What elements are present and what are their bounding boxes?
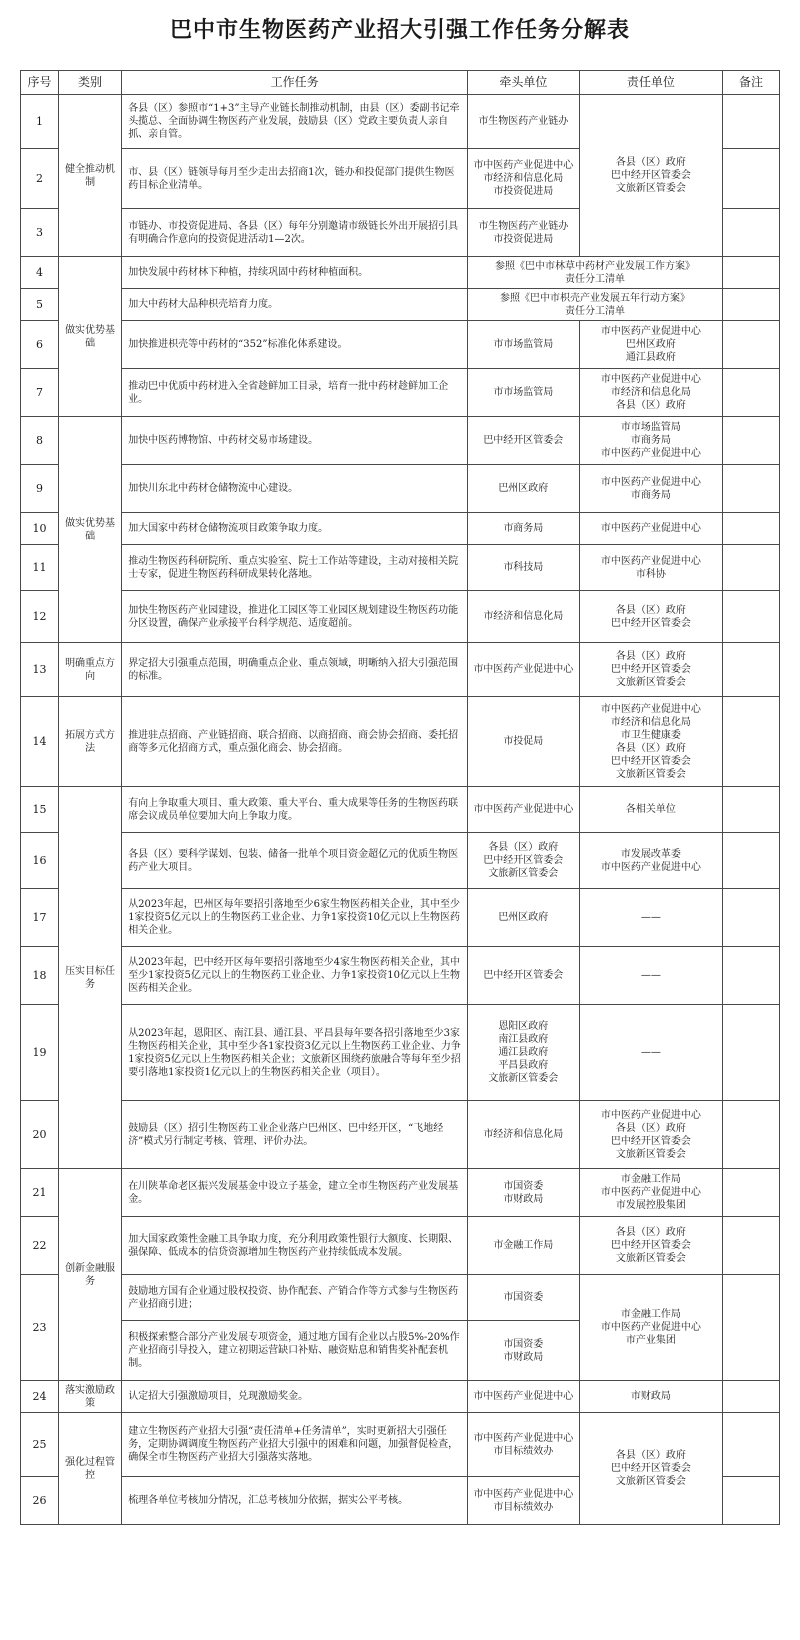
resp-unit-cell: 各县（区）政府 巴中经开区管委会 bbox=[579, 591, 722, 643]
category-cell: 落实激励政策 bbox=[58, 1381, 121, 1413]
table-row bbox=[21, 257, 780, 289]
header-category: 类别 bbox=[58, 71, 121, 95]
task-cell: 从2023年起，恩阳区、南江县、通江县、平昌县每年要各招引落地至少3家生物医药相关企业，其中至少各1家投资3亿元以上生物医药工业企业、力争1家投资5亿元以上生物医药相关企业；文旅新区围绕药旅融合等每年至少招要引落地1家投资1亿元以上的生物医药相关企业（项目）。 bbox=[122, 1005, 468, 1101]
table-row bbox=[21, 289, 780, 321]
lead-unit-cell: 市商务局 bbox=[467, 513, 579, 545]
task-cell: 市链办、市投资促进局、各县（区）每年分别邀请市级链长外出开展招引具有明确合作意向的投资促进活动1—2次。 bbox=[122, 209, 468, 257]
task-cell: 加大国家中药材仓储物流项目政策争取力度。 bbox=[122, 513, 468, 545]
row-number: 23 bbox=[21, 1275, 59, 1381]
resp-unit-cell: 各县（区）政府 巴中经开区管委会 文旅新区管委会 bbox=[579, 95, 722, 257]
category-cell: 做实优势基础 bbox=[58, 417, 121, 643]
note-cell bbox=[723, 545, 780, 591]
lead-unit-cell: 市中医药产业促进中心 bbox=[467, 643, 579, 697]
task-cell: 鼓励地方国有企业通过股权投资、协作配套、产销合作等方式参与生物医药产业招商引进； bbox=[122, 1275, 468, 1321]
task-cell: 认定招大引强激励项目，兑现激励奖金。 bbox=[122, 1381, 468, 1413]
lead-unit-cell: 市经济和信息化局 bbox=[467, 591, 579, 643]
header-task: 工作任务 bbox=[122, 71, 468, 95]
table-row bbox=[21, 643, 780, 697]
task-cell: 有向上争取重大项目、重大政策、重大平台、重大成果等任务的生物医药联席会议成员单位要加大向上争取力度。 bbox=[122, 787, 468, 833]
row-number: 25 bbox=[21, 1413, 59, 1477]
task-table bbox=[20, 70, 780, 1525]
task-cell: 从2023年起，巴中经开区每年要招引落地至少4家生物医药相关企业，其中至少1家投资5亿元以上的生物医药工业企业、力争1家投资10亿元以上生物医药相关企业。 bbox=[122, 947, 468, 1005]
table-row bbox=[21, 947, 780, 1005]
row-number: 10 bbox=[21, 513, 59, 545]
resp-unit-cell: 市发展改革委 市中医药产业促进中心 bbox=[579, 833, 722, 889]
lead-unit-cell: 市生物医药产业链办 市投资促进局 bbox=[467, 209, 579, 257]
table-row bbox=[21, 833, 780, 889]
lead-unit-cell: 市市场监管局 bbox=[467, 369, 579, 417]
row-number: 4 bbox=[21, 257, 59, 289]
task-cell: 各县（区）要科学谋划、包装、储备一批单个项目资金超亿元的优质生物医药产业大项目。 bbox=[122, 833, 468, 889]
lead-unit-cell: 巴中经开区管委会 bbox=[467, 947, 579, 1005]
resp-unit-cell: —— bbox=[579, 889, 722, 947]
lead-unit-cell: 各县（区）政府 巴中经开区管委会 文旅新区管委会 bbox=[467, 833, 579, 889]
task-cell: 推进驻点招商、产业链招商、联合招商、以商招商、商会协会招商、委托招商等多元化招商方式，重点强化商会、协会招商。 bbox=[122, 697, 468, 787]
resp-unit-cell: 市中医药产业促进中心 巴州区政府 通江县政府 bbox=[579, 321, 722, 369]
resp-unit-cell: —— bbox=[579, 1005, 722, 1101]
task-cell: 推动巴中优质中药材进入全省趁鲜加工目录，培育一批中药材趁鲜加工企业。 bbox=[122, 369, 468, 417]
note-cell bbox=[723, 947, 780, 1005]
table-row bbox=[21, 417, 780, 465]
lead-unit-cell: 市投促局 bbox=[467, 697, 579, 787]
lead-unit-cell: 市中医药产业促进中心 市目标绩效办 bbox=[467, 1413, 579, 1477]
note-cell bbox=[723, 149, 780, 209]
task-cell: 在川陕革命老区振兴发展基金中设立子基金，建立全市生物医药产业发展基金。 bbox=[122, 1169, 468, 1217]
task-cell: 建立生物医药产业招大引强“责任清单+任务清单”，实时更新招大引强任务，定期协调调度生物医药产业招大引强中的困难和问题，加强督促检查，确保全市生物医药产业招大引强落实落地。 bbox=[122, 1413, 468, 1477]
resp-unit-cell: 各相关单位 bbox=[579, 787, 722, 833]
table-row bbox=[21, 1005, 780, 1101]
lead-unit-cell: 市经济和信息化局 bbox=[467, 1101, 579, 1169]
row-number: 5 bbox=[21, 289, 59, 321]
task-cell: 加快发展中药材林下种植，持续巩固中药材种植面积。 bbox=[122, 257, 468, 289]
lead-unit-cell: 市国资委 市财政局 bbox=[467, 1321, 579, 1381]
row-number: 21 bbox=[21, 1169, 59, 1217]
note-cell bbox=[723, 1381, 780, 1413]
note-cell bbox=[723, 513, 780, 545]
row-number: 26 bbox=[21, 1477, 59, 1525]
table-row bbox=[21, 787, 780, 833]
resp-unit-cell: 市金融工作局 市中医药产业促进中心 市发展控股集团 bbox=[579, 1169, 722, 1217]
table-row bbox=[21, 1217, 780, 1275]
resp-unit-cell: 市中医药产业促进中心 市商务局 bbox=[579, 465, 722, 513]
lead-unit-cell: 市市场监管局 bbox=[467, 321, 579, 369]
table-row bbox=[21, 369, 780, 417]
note-cell bbox=[723, 591, 780, 643]
note-cell bbox=[723, 465, 780, 513]
merged-unit-cell: 参照《巴中市枳壳产业发展五年行动方案》 责任分工清单 bbox=[467, 289, 722, 321]
category-cell: 拓展方式方法 bbox=[58, 697, 121, 787]
row-number: 7 bbox=[21, 369, 59, 417]
table-row bbox=[21, 697, 780, 787]
row-number: 9 bbox=[21, 465, 59, 513]
row-number: 11 bbox=[21, 545, 59, 591]
resp-unit-cell: 市中医药产业促进中心 市经济和信息化局 各县（区）政府 bbox=[579, 369, 722, 417]
lead-unit-cell: 市金融工作局 bbox=[467, 1217, 579, 1275]
task-cell: 积极探索整合部分产业发展专项资金，通过地方国有企业以占股5%-20%作产业招商引导投入，建立初期运营缺口补贴、融资贴息和销售奖补配套机制。 bbox=[122, 1321, 468, 1381]
task-cell: 市、县（区）链领导每月至少走出去招商1次，链办和投促部门提供生物医药目标企业清单。 bbox=[122, 149, 468, 209]
category-cell: 明确重点方向 bbox=[58, 643, 121, 697]
merged-unit-cell: 参照《巴中市林草中药材产业发展工作方案》 责任分工清单 bbox=[467, 257, 722, 289]
task-cell: 加快中医药博物馆、中药材交易市场建设。 bbox=[122, 417, 468, 465]
row-number: 12 bbox=[21, 591, 59, 643]
note-cell bbox=[723, 1169, 780, 1217]
note-cell bbox=[723, 417, 780, 465]
category-cell: 压实目标任务 bbox=[58, 787, 121, 1169]
resp-unit-cell: 市中医药产业促进中心 bbox=[579, 513, 722, 545]
lead-unit-cell: 市中医药产业促进中心 市目标绩效办 bbox=[467, 1477, 579, 1525]
task-cell: 加快川东北中药材仓储物流中心建设。 bbox=[122, 465, 468, 513]
task-cell: 推动生物医药科研院所、重点实验室、院士工作站等建设，主动对接相关院士专家，促进生物医药科研成果转化落地。 bbox=[122, 545, 468, 591]
lead-unit-cell: 市中医药产业促进中心 bbox=[467, 787, 579, 833]
note-cell bbox=[723, 95, 780, 149]
resp-unit-cell: 市市场监管局 市商务局 市中医药产业促进中心 bbox=[579, 417, 722, 465]
table-row bbox=[21, 1169, 780, 1217]
table-row bbox=[21, 889, 780, 947]
resp-unit-cell: 市财政局 bbox=[579, 1381, 722, 1413]
table-row bbox=[21, 321, 780, 369]
row-number: 8 bbox=[21, 417, 59, 465]
row-number: 24 bbox=[21, 1381, 59, 1413]
header-lead: 牵头单位 bbox=[467, 71, 579, 95]
note-cell bbox=[723, 1477, 780, 1525]
task-cell: 界定招大引强重点范围，明确重点企业、重点领域，明晰纳入招大引强范围的标准。 bbox=[122, 643, 468, 697]
note-cell bbox=[723, 289, 780, 321]
note-cell bbox=[723, 1217, 780, 1275]
resp-unit-cell: 市中医药产业促进中心 各县（区）政府 巴中经开区管委会 文旅新区管委会 bbox=[579, 1101, 722, 1169]
task-cell: 鼓励县（区）招引生物医药工业企业落户巴州区、巴中经开区，“飞地经济”模式另行制定考核、管理、评价办法。 bbox=[122, 1101, 468, 1169]
row-number: 13 bbox=[21, 643, 59, 697]
resp-unit-cell: 各县（区）政府 巴中经开区管委会 文旅新区管委会 bbox=[579, 1413, 722, 1525]
row-number: 15 bbox=[21, 787, 59, 833]
category-cell: 创新金融服务 bbox=[58, 1169, 121, 1381]
task-cell: 各县（区）参照市“1+3”主导产业链长制推动机制，由县（区）委副书记牵头揽总、全面协调生物医药产业发展，鼓励县（区）党政主要负责人亲自抓、亲自管。 bbox=[122, 95, 468, 149]
lead-unit-cell: 巴州区政府 bbox=[467, 889, 579, 947]
note-cell bbox=[723, 787, 780, 833]
note-cell bbox=[723, 1005, 780, 1101]
row-number: 20 bbox=[21, 1101, 59, 1169]
task-cell: 加大国家政策性金融工具争取力度，充分利用政策性银行大额度、长期限、强保障、低成本的信贷资源增加生物医药产业持续低成本发展。 bbox=[122, 1217, 468, 1275]
header-resp: 责任单位 bbox=[579, 71, 722, 95]
row-number: 18 bbox=[21, 947, 59, 1005]
table-row bbox=[21, 465, 780, 513]
note-cell bbox=[723, 833, 780, 889]
header-num: 序号 bbox=[21, 71, 59, 95]
page-title: 巴中市生物医药产业招大引强工作任务分解表 bbox=[169, 18, 630, 43]
task-cell: 加快生物医药产业园建设，推进化工园区等工业园区规划建设生物医药功能分区设置，确保产业承接平台科学规范、适度超前。 bbox=[122, 591, 468, 643]
row-number: 6 bbox=[21, 321, 59, 369]
table-row bbox=[21, 591, 780, 643]
row-number: 3 bbox=[21, 209, 59, 257]
category-cell: 健全推动机制 bbox=[58, 95, 121, 257]
table-row bbox=[21, 1275, 780, 1321]
row-number: 17 bbox=[21, 889, 59, 947]
note-cell bbox=[723, 321, 780, 369]
lead-unit-cell: 巴中经开区管委会 bbox=[467, 417, 579, 465]
task-cell: 加大中药材大品种枳壳培育力度。 bbox=[122, 289, 468, 321]
note-cell bbox=[723, 1275, 780, 1381]
task-cell: 梳理各单位考核加分情况，汇总考核加分依据，据实公平考核。 bbox=[122, 1477, 468, 1525]
resp-unit-cell: 各县（区）政府 巴中经开区管委会 文旅新区管委会 bbox=[579, 643, 722, 697]
lead-unit-cell: 市中医药产业促进中心 市经济和信息化局 市投资促进局 bbox=[467, 149, 579, 209]
resp-unit-cell: 市金融工作局 市中医药产业促进中心 市产业集团 bbox=[579, 1275, 722, 1381]
table-header-row bbox=[21, 71, 780, 95]
note-cell bbox=[723, 1101, 780, 1169]
row-number: 16 bbox=[21, 833, 59, 889]
table-row bbox=[21, 1381, 780, 1413]
note-cell bbox=[723, 209, 780, 257]
note-cell bbox=[723, 697, 780, 787]
header-note: 备注 bbox=[723, 71, 780, 95]
task-cell: 加快推进枳壳等中药材的“352”标准化体系建设。 bbox=[122, 321, 468, 369]
row-number: 22 bbox=[21, 1217, 59, 1275]
note-cell bbox=[723, 257, 780, 289]
lead-unit-cell: 市国资委 bbox=[467, 1275, 579, 1321]
row-number: 2 bbox=[21, 149, 59, 209]
lead-unit-cell: 市国资委 市财政局 bbox=[467, 1169, 579, 1217]
resp-unit-cell: 市中医药产业促进中心 市经济和信息化局 市卫生健康委 各县（区）政府 巴中经开区管委会 文旅新区管委会 bbox=[579, 697, 722, 787]
resp-unit-cell: 各县（区）政府 巴中经开区管委会 文旅新区管委会 bbox=[579, 1217, 722, 1275]
resp-unit-cell: —— bbox=[579, 947, 722, 1005]
row-number: 14 bbox=[21, 697, 59, 787]
note-cell bbox=[723, 643, 780, 697]
lead-unit-cell: 市科技局 bbox=[467, 545, 579, 591]
table-row bbox=[21, 513, 780, 545]
category-cell: 做实优势基础 bbox=[58, 257, 121, 417]
lead-unit-cell: 市生物医药产业链办 bbox=[467, 95, 579, 149]
category-cell: 强化过程管控 bbox=[58, 1413, 121, 1525]
lead-unit-cell: 市中医药产业促进中心 bbox=[467, 1381, 579, 1413]
note-cell bbox=[723, 1413, 780, 1477]
table-row bbox=[21, 545, 780, 591]
note-cell bbox=[723, 889, 780, 947]
resp-unit-cell: 市中医药产业促进中心 市科协 bbox=[579, 545, 722, 591]
lead-unit-cell: 巴州区政府 bbox=[467, 465, 579, 513]
table-row bbox=[21, 1413, 780, 1477]
table-row bbox=[21, 95, 780, 149]
lead-unit-cell: 恩阳区政府 南江县政府 通江县政府 平昌县政府 文旅新区管委会 bbox=[467, 1005, 579, 1101]
task-cell: 从2023年起，巴州区每年要招引落地至少6家生物医药相关企业，其中至少1家投资5亿元以上的生物医药工业企业、力争1家投资10亿元以上生物医药相关企业。 bbox=[122, 889, 468, 947]
note-cell bbox=[723, 369, 780, 417]
table-row bbox=[21, 1101, 780, 1169]
row-number: 1 bbox=[21, 95, 59, 149]
row-number: 19 bbox=[21, 1005, 59, 1101]
